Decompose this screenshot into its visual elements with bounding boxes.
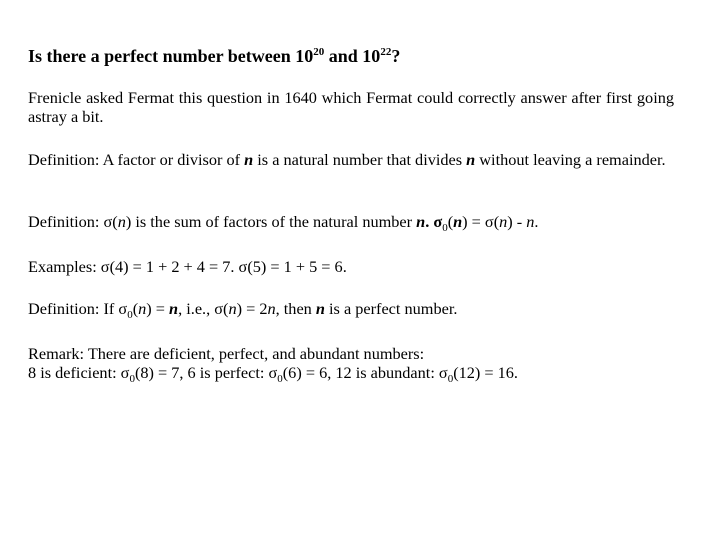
text: Definition: A factor or divisor of	[28, 150, 245, 169]
remark-line-2	[28, 363, 674, 385]
title-text-suffix: ?	[391, 46, 401, 66]
var-n: n	[244, 150, 254, 169]
remark-line-1: Remark: There are deficient, perfect, and abundant numbers:	[28, 344, 425, 363]
var-n: n	[228, 299, 237, 318]
text: (	[447, 212, 454, 231]
text: ) is the sum of factors of the natural number	[125, 212, 417, 231]
text: ) =	[146, 299, 170, 318]
text: (8) = 7, 6 is perfect: σ	[134, 363, 278, 382]
subscript-zero: 0	[277, 373, 283, 385]
title-exponent-20: 20	[313, 46, 325, 58]
text: Definition: If σ	[28, 299, 128, 318]
var-n: n	[526, 212, 535, 231]
paragraph-examples: Examples: σ(4) = 1 + 2 + 4 = 7. σ(5) = 1 + 5 = 6.	[28, 257, 347, 276]
text: ) = σ(	[462, 212, 500, 231]
text: (12) = 16.	[453, 363, 518, 382]
title-text-middle: and 10	[324, 46, 381, 66]
text: ) -	[507, 212, 527, 231]
var-n: n	[315, 299, 325, 318]
subscript-zero: 0	[127, 309, 133, 321]
text: Definition: σ(	[28, 212, 118, 231]
var-n: n	[117, 212, 126, 231]
text: ) = 2	[236, 299, 268, 318]
subscript-zero: 0	[129, 373, 135, 385]
text: (	[132, 299, 139, 318]
title-text-prefix: Is there a perfect number between 10	[28, 46, 314, 66]
page-title	[28, 44, 400, 68]
text: , then	[275, 299, 316, 318]
var-n: n	[138, 299, 147, 318]
var-n: n	[466, 150, 476, 169]
text: is a perfect number.	[324, 299, 458, 318]
paragraph-remark	[28, 344, 674, 385]
text: 8 is deficient: σ	[28, 363, 130, 382]
paragraph-definition-perfect	[28, 299, 674, 321]
title-exponent-22: 22	[380, 46, 392, 58]
paragraph-history: Frenicle asked Fermat this question in 1640 which Fermat could correctly answer after first going astray a bit.	[28, 88, 674, 126]
var-n: n	[416, 212, 426, 231]
subscript-zero: 0	[442, 222, 448, 234]
var-n: n	[453, 212, 463, 231]
text: (6) = 6, 12 is abundant: σ	[282, 363, 448, 382]
text: . σ	[425, 212, 443, 231]
text: is a natural number that divides	[253, 150, 467, 169]
subscript-zero: 0	[447, 373, 454, 385]
paragraph-definition-factor	[28, 150, 674, 169]
text: without leaving a remainder.	[475, 150, 666, 169]
var-n: n	[267, 299, 276, 318]
var-n: n	[499, 212, 508, 231]
text: , i.e., σ(	[178, 299, 229, 318]
var-n: n	[169, 299, 179, 318]
paragraph-definition-sigma	[28, 212, 674, 234]
text: .	[534, 212, 539, 231]
